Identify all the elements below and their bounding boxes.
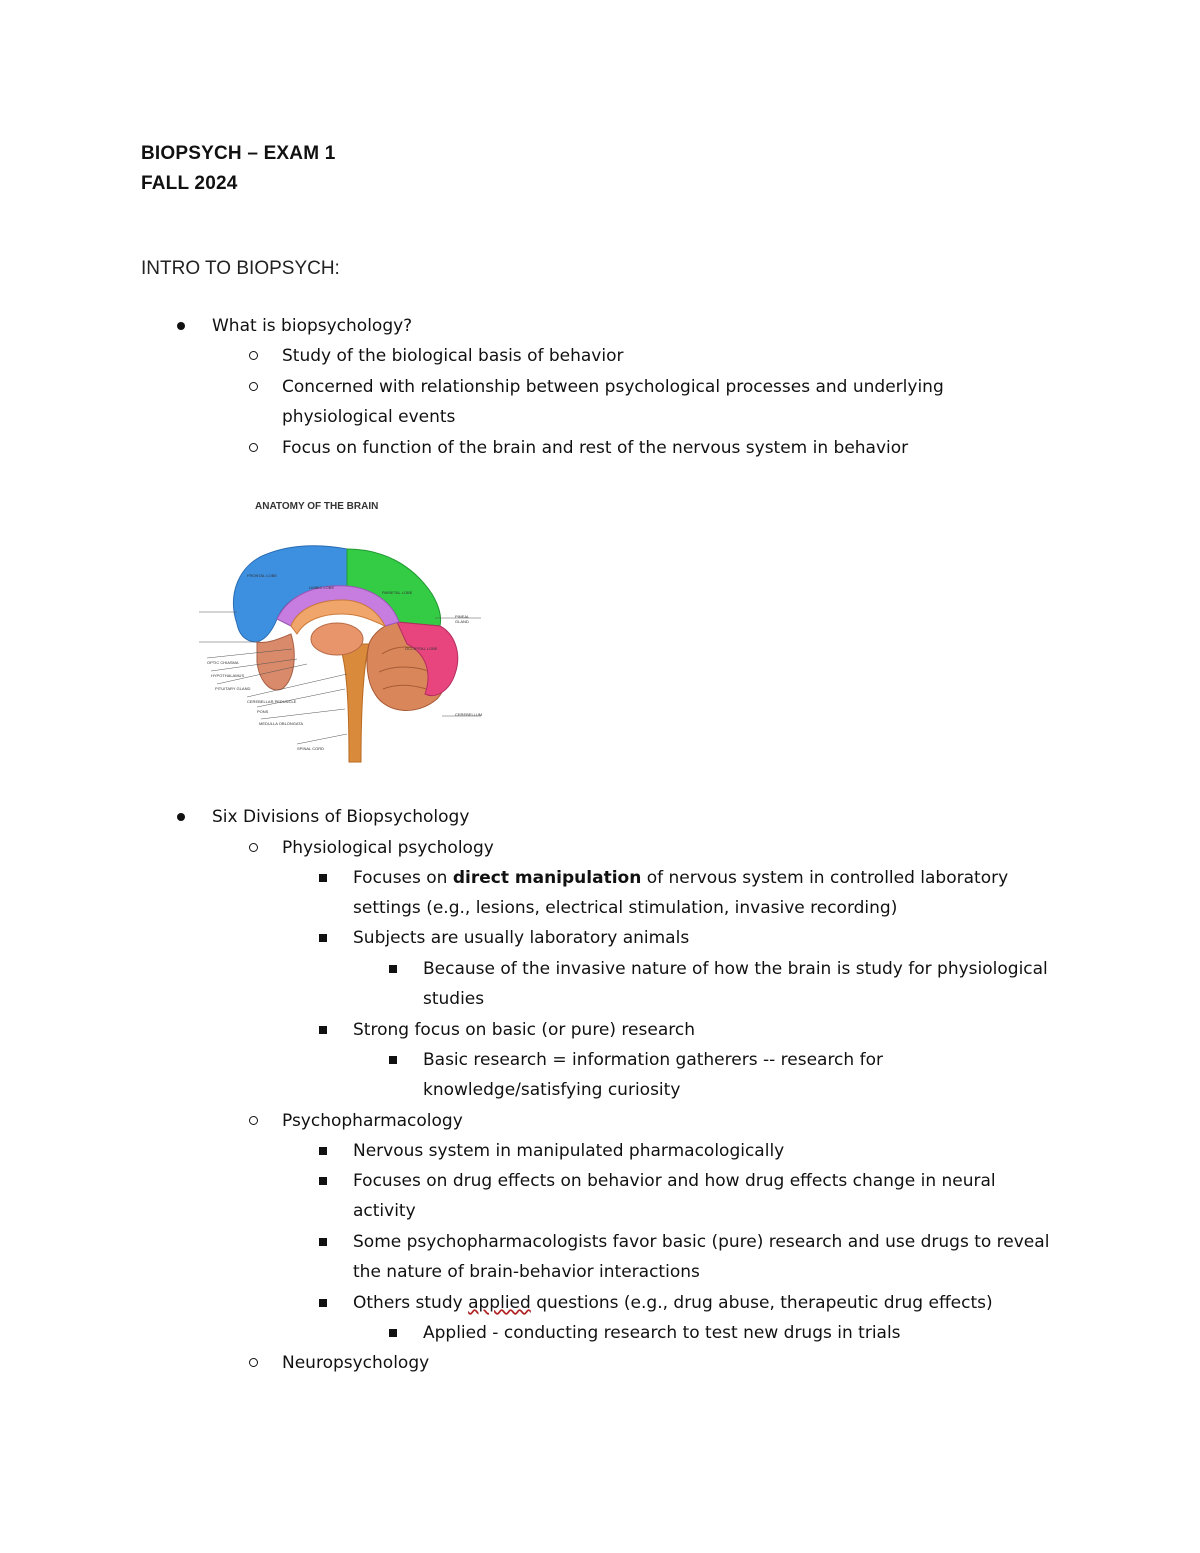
bullet-square-icon [389,965,397,973]
list-item: Focuses on direct manipulation of nervous system in controlled laboratory [353,868,1009,888]
list-item: Focus on function of the brain and rest of the nervous system in behavior [282,438,909,458]
bullet-square-icon [319,1147,327,1155]
label-pineal-gland: PINEAL GLAND [455,614,470,624]
list-item: Nervous system in manipulated pharmacologically [353,1141,785,1161]
section-heading: INTRO TO BIOPSYCH: [141,258,340,279]
list-item-continuation: settings (e.g., lesions, electrical stimulation, invasive recording) [353,898,898,918]
label-parietal-lobe: PARIETAL LOBE [382,590,413,595]
list-item: Psychopharmacology [282,1111,463,1131]
list-item-continuation: activity [353,1201,416,1221]
bullet-square-icon [319,1026,327,1034]
label-spinal-cord: SPINAL CORD [297,746,324,751]
bullet-circle-icon [249,1116,258,1125]
label-pons: PONS [257,709,269,714]
label-occipital-lobe: OCCIPITAL LOBE [405,646,438,651]
label-hypothalamus: HYPOTHALAMUS [211,673,245,678]
list-item: Physiological psychology [282,838,494,858]
list-item: Some psychopharmacologists favor basic (pure) research and use drugs to reveal [353,1232,1050,1252]
bullet-circle-icon [249,443,258,452]
bullet-circle-icon [249,1358,258,1367]
label-limbic-lobe: LIMBIC LOBE [309,585,335,590]
label-pituitary-gland: PITUITARY GLAND [215,686,251,691]
bullet-square-icon [319,934,327,942]
bullet-square-icon [319,1299,327,1307]
label-frontal-lobe: FRONTAL LOBE [247,573,278,578]
list-item: Strong focus on basic (or pure) research [353,1020,695,1040]
list-item: Six Divisions of Biopsychology [212,807,470,827]
brain-anatomy-figure [197,494,483,764]
bullet-square-icon [319,1238,327,1246]
bold-text: direct manipulation [452,868,642,888]
list-item: Study of the biological basis of behavior [282,346,624,366]
list-item: Neuropsychology [282,1353,430,1373]
figure-title: ANATOMY OF THE BRAIN [255,501,379,512]
label-cerebellum: CEREBELLUM [455,712,483,717]
list-item: Concerned with relationship between psychological processes and underlying [282,377,944,397]
bullet-disc-icon [177,322,185,330]
list-item: Basic research = information gatherers -- research for [423,1050,883,1070]
bullet-circle-icon [249,382,258,391]
list-item: Others study applied questions (e.g., drug abuse, therapeutic drug effects) [353,1293,993,1313]
bullet-square-icon [319,1177,327,1185]
bullet-square-icon [389,1056,397,1064]
list-item: Because of the invasive nature of how the brain is study for physiological [423,959,1048,979]
list-item: Subjects are usually laboratory animals [353,928,690,948]
bullet-circle-icon [249,843,258,852]
list-item-continuation: the nature of brain-behavior interactions [353,1262,700,1282]
document-subtitle: FALL 2024 [141,173,238,194]
bullet-disc-icon [177,813,185,821]
document-title: BIOPSYCH – EXAM 1 [141,143,336,164]
list-item-continuation: knowledge/satisfying curiosity [423,1080,681,1100]
label-cerebellar-peduncle: CEREBELLAR PEDUNCLE [247,699,297,704]
list-item: Applied - conducting research to test new drugs in trials [423,1323,901,1343]
bullet-square-icon [319,874,327,882]
list-item-continuation: studies [423,989,485,1009]
spellcheck-underlined-word: applied [468,1293,531,1313]
brain-illustration [197,494,483,764]
bullet-circle-icon [249,351,258,360]
list-item: Focuses on drug effects on behavior and how drug effects change in neural [353,1171,996,1191]
label-optic-chiasma: OPTIC CHIASMA [207,660,239,665]
bullet-square-icon [389,1329,397,1337]
list-item: What is biopsychology? [212,316,413,336]
list-item-continuation: physiological events [282,407,456,427]
label-medulla-oblongata: MEDULLA OBLONGATA [259,721,304,726]
